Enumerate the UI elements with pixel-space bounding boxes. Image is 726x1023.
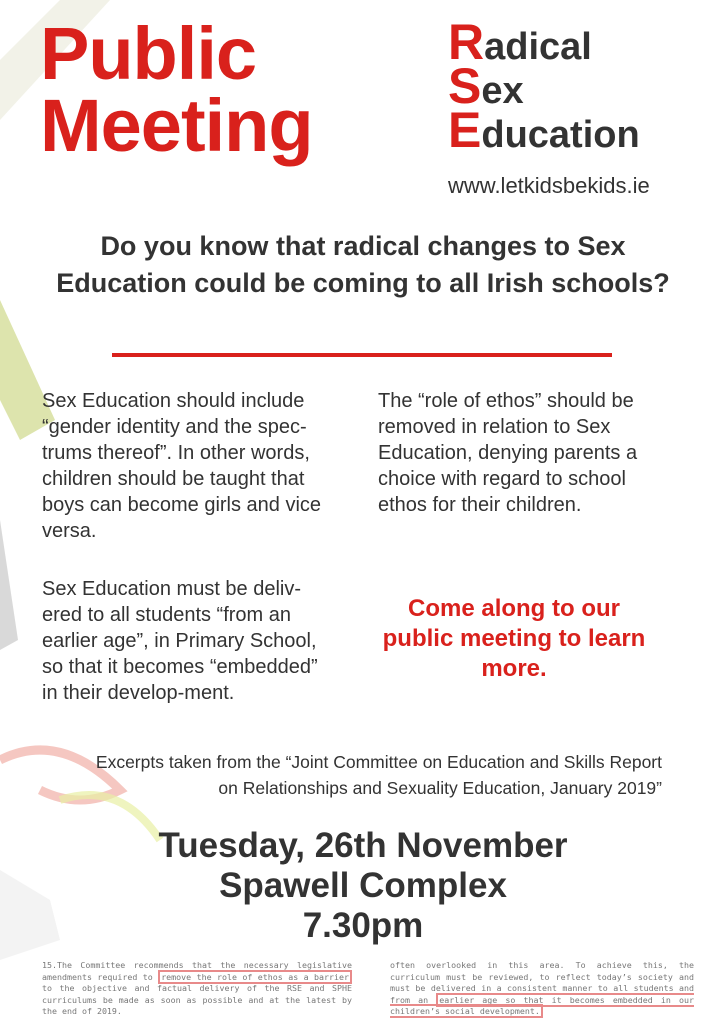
highlight-earlier-age: earlier age so that it becomes embedded in our children’s social development. [390, 994, 694, 1016]
title-line-public: Public [40, 12, 257, 95]
report-excerpt-right: often overlooked in this area. To achieve this, the curriculum must be reviewed, to reflect today’s society and must be delivered in a consistent manner to all students and from an earlier age so that it becomes embedded in our children’s social development. [390, 960, 694, 1016]
headline-question: Do you know that radical changes to Sex Education could be coming to all Irish schools? [56, 231, 670, 298]
point-role-of-ethos: The “role of ethos” should be removed in relation to Sex Education, denying parents a choice with regard to school ethos for their children. [378, 390, 638, 516]
rse-logo [448, 14, 640, 158]
event-venue: Spawell Complex [219, 866, 507, 905]
call-to-action: Come along to our public meeting to learn more. [382, 595, 646, 682]
website-link[interactable]: www.letkidsbekids.ie [448, 173, 650, 198]
rse-line-education: Education [448, 102, 640, 158]
source-line-1: Excerpts taken from the “Joint Committee on Education and Skills Report [95, 752, 662, 772]
point-earlier-age: Sex Education must be deliv-ered to all students “from an earlier age”, in Primary School, so that it becomes “embedded” in their develop-ment. [42, 578, 318, 704]
report-excerpt-left: 15.The Committee recommends that the necessary legislative amendments required to remove the role of ethos as a barrier to the objective and factual delivery of the RSE and SPHE curriculums be made as soon as possible and at the latest by the end of 2019. [42, 960, 352, 1016]
event-time: 7.30pm [302, 906, 424, 945]
source-line-2: on Relationships and Sexuality Education, January 2019” [218, 778, 662, 798]
event-date: Tuesday, 26th November [158, 826, 568, 865]
rse-line-radical: Radical [448, 14, 592, 70]
divider [112, 353, 612, 357]
page-title [40, 12, 313, 167]
point-gender-identity: Sex Education should include “gender identity and the spec-trums thereof”. In other words, children should be taught that boys can become girls and vice versa. [42, 390, 322, 542]
highlight-ethos: remove the role of ethos as a barrier [158, 970, 352, 984]
title-line-meeting: Meeting [40, 84, 313, 167]
source-citation [40, 749, 662, 801]
event-details [40, 826, 686, 946]
rse-line-sex: Sex [448, 58, 524, 114]
